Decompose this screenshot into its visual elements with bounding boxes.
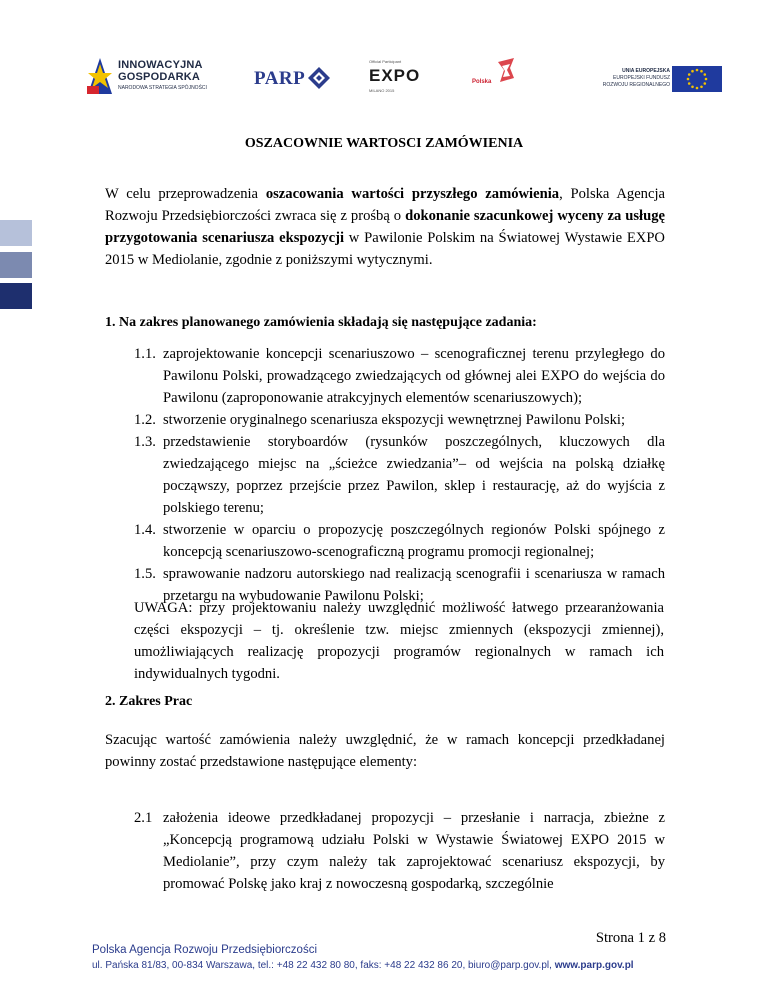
eu-line3: ROZWOJU REGIONALNEGO: [602, 82, 670, 88]
item-1-2-number: 1.2.: [134, 412, 156, 428]
item-1-3-number: 1.3.: [134, 434, 156, 450]
item-1-4-text: stworzenie w oparciu o propozycję poszczególnych regionów Polski spójnego z koncepcją scenariuszowo-scenograficzną programu promocji regionalnej;: [163, 522, 665, 560]
footer-website-link[interactable]: www.parp.gov.pl: [554, 960, 634, 971]
item-1-1-text: zaprojektowanie koncepcji scenariuszowo – scenograficznej terenu przyległego do Pawilonu Polski, prowadzącego zwiedzających od głównej alei EXPO do wejścia do Pawilonu (zaproponowanie atrakcyjnych elementów scenariuszowych);: [163, 346, 665, 406]
decor-bar-light: [0, 220, 32, 246]
item-1-3-text: przedstawienie storyboardów (rysunków poszczególnych, kluczowych dla zwiedzającego miejsc na „ścieżce zwiedzania”– od wejścia na polską działkę począwszy, poprzez przejście przez Pawilon, sklep i restaurację, aż do wyjścia z polskiego terenu;: [163, 434, 665, 516]
section2-heading: 2. Zakres Prac: [105, 694, 193, 709]
item-1-5-number: 1.5.: [134, 566, 156, 582]
page-number: Strona 1 z 8: [595, 930, 666, 946]
item-1-2-text: stworzenie oryginalnego scenariusza ekspozycji wewnętrznej Pawilonu Polski;: [163, 412, 626, 428]
eu-line2: EUROPEJSKI FUNDUSZ: [613, 75, 670, 81]
innowacyjna-gospodarka-logo: [85, 56, 223, 100]
eu-line1: UNIA EUROPEJSKA: [622, 68, 670, 74]
footer-org-name: Polska Agencja Rozwoju Przedsiębiorczości: [92, 944, 317, 956]
expo-milano-label: MILANO 2015: [369, 88, 395, 93]
section2-intro: Szacując wartość zamówienia należy uwzględnić, że w ramach koncepcji przedkładanej powinny zostać przedstawione następujące elementy:: [105, 732, 665, 770]
eu-logo: [576, 66, 722, 92]
expo-milano-logo: [369, 58, 421, 98]
footer-contact: [92, 960, 634, 971]
strategia-label: NARODOWA STRATEGIA SPÓJNOŚCI: [118, 85, 207, 91]
innowacyjna-label: INNOWACYJNA: [118, 59, 203, 71]
item-2-1-number: 2.1: [134, 810, 153, 826]
innovation-star-icon: [85, 56, 115, 96]
polska-flying-flag-icon: [496, 58, 516, 82]
parp-label: PARP: [254, 68, 306, 89]
polska-label: Polska: [472, 79, 492, 85]
decor-bar-mid: [0, 252, 32, 278]
intro-paragraph: W celu przeprowadzenia oszacowania wartości przyszłego zamówienia, Polska Agencja Rozwoju Przedsiębiorczości zwraca się z prośbą o dokonanie szacunkowej wyceny za usługę przygotowania scenariusza ekspozycji w Pawilonie Polskim na Światowej Wystawie EXPO 2015 w Mediolanie, zgodnie z poniższymi wytycznymi.: [105, 186, 665, 268]
item-2-1-text: założenia ideowe przedkładanej propozycji – przesłanie i narracja, zbieżne z „Koncepcją programową udziału Polski w Wystawie Światowej EXPO 2015 w Mediolanie”, przy czym należy tak zaprojektować scenariusz ekspozycji, by promować Polskę jako kraj z nowoczesną gospodarką, szczególnie: [163, 810, 665, 892]
item-1-1-number: 1.1.: [134, 346, 156, 362]
item-1-4-number: 1.4.: [134, 522, 156, 538]
decor-bar-dark: [0, 283, 32, 309]
item-1-5-text: sprawowanie nadzoru autorskiego nad realizacją scenografii i scenariusza w ramach przetargu na wybudowanie Pawilonu Polski;: [163, 566, 665, 604]
footer-address: ul. Pańska 81/83, 00-834 Warszawa, tel.: +48 22 432 80 80, faks: +48 22 432 86 20, biuro@parp.gov.pl,: [92, 960, 555, 971]
polska-logo: [470, 58, 518, 94]
expo-label: EXPO: [369, 66, 421, 85]
expo-official-label: Official Participant: [369, 59, 402, 64]
parp-diamond-icon: [308, 67, 330, 89]
uwaga-note: UWAGA: przy projektowaniu należy uwzględnić możliwość łatwego przearanżowania części ekspozycji – tj. określenie tzw. miejsc zmiennych (ekspozycji zmiennej), umożliwiających realizację propozycji programów regionalnych w ramach ich indywidualnych tygodni.: [134, 600, 664, 682]
gospodarka-label: GOSPODARKA: [118, 71, 201, 83]
eu-flag-icon: [672, 66, 722, 92]
document-title: OSZACOWNIE WARTOSCI ZAMÓWIENIA: [244, 136, 524, 151]
section1-heading: 1. Na zakres planowanego zamówienia składają się następujące zadania:: [105, 315, 537, 330]
parp-logo: [254, 65, 330, 93]
